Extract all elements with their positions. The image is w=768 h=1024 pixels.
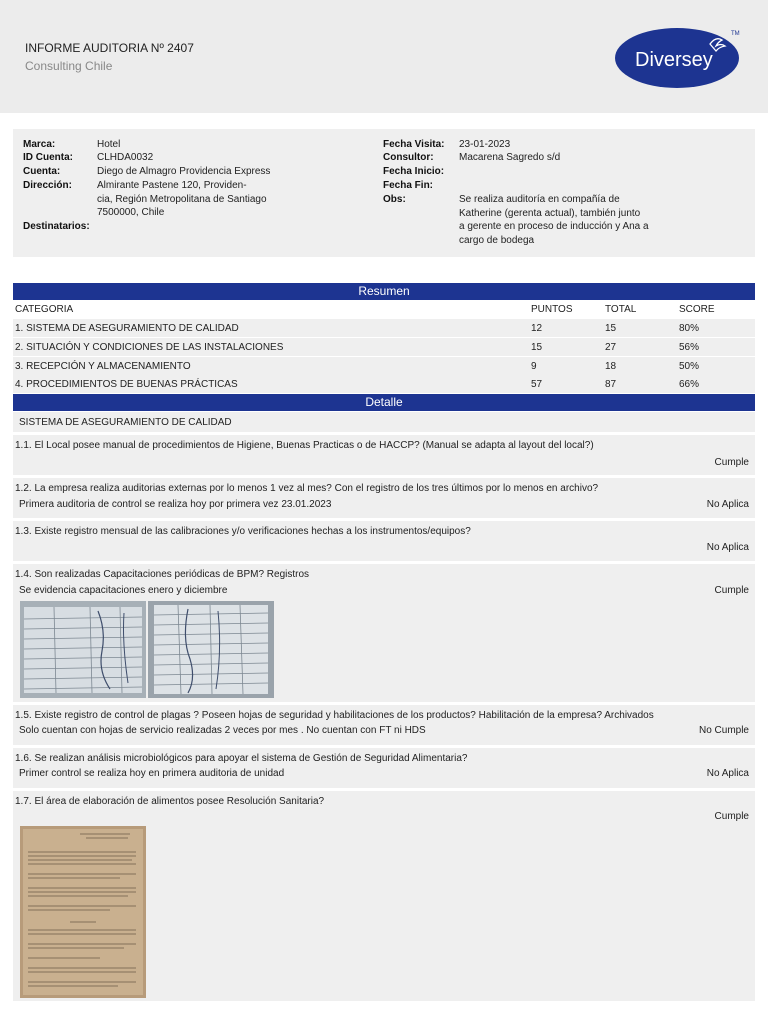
direccion-label: Dirección: (23, 180, 72, 191)
resumen-header-row (13, 300, 755, 318)
col-total: TOTAL (605, 304, 637, 315)
consultor-value: Macarena Sagredo s/d (459, 152, 561, 163)
question-result: No Aplica (706, 499, 749, 510)
resumen-row (13, 338, 755, 356)
svg-text:TM: TM (731, 31, 740, 37)
question-text: 1.3. Existe registro mensual de las calibraciones y/o verificaciones hechas a los instrumentos/equipos? (15, 526, 471, 537)
question-row (13, 478, 755, 518)
obs-label: Obs: (383, 194, 406, 205)
question-text: 1.6. Se realizan análisis microbiológicos para apoyar el sistema de Gestión de Seguridad Alimentaria? (15, 753, 468, 764)
row-categoria: 1. SISTEMA DE ASEGURAMIENTO DE CALIDAD (15, 323, 239, 334)
question-text: 1.1. El Local posee manual de procedimientos de Higiene, Buenas Practicas o de HACCP? (Manual se adapta al layout del local?) (15, 440, 594, 451)
row-score: 50% (679, 361, 700, 372)
resumen-bar: Resumen (13, 283, 755, 300)
resolution-document-photo (20, 826, 146, 998)
consultor-label: Consultor: (383, 152, 434, 163)
evidence-photo (20, 601, 146, 698)
obs-line4: cargo de bodega (459, 235, 535, 246)
question-result: Cumple (714, 457, 749, 468)
section-title: SISTEMA DE ASEGURAMIENTO DE CALIDAD (19, 417, 232, 428)
obs-line1: Se realiza auditoría en compañía de (459, 194, 620, 205)
question-row (13, 521, 755, 561)
question-text: 1.2. La empresa realiza auditorias externas por lo menos 1 vez al mes? Con el registro de los tres últimos por lo menos en archivo? (15, 483, 599, 494)
question-row (13, 564, 755, 702)
col-score: SCORE (679, 304, 715, 315)
fecha-fin-label: Fecha Fin: (383, 180, 434, 191)
account-info-panel (13, 129, 755, 257)
question-text: 1.7. El área de elaboración de alimentos posee Resolución Sanitaria? (15, 796, 325, 807)
question-observation: Solo cuentan con hojas de servicio realizadas 2 veces por mes . No cuentan con FT ni HDS (19, 725, 426, 736)
id-label: ID Cuenta: (23, 152, 73, 163)
question-result: No Aplica (706, 768, 749, 779)
report-title: INFORME AUDITORIA Nº 2407 (25, 41, 194, 55)
resumen-row (13, 375, 755, 393)
row-score: 56% (679, 342, 700, 353)
destinatarios-label: Destinatarios: (23, 221, 90, 232)
diversey-logo (614, 24, 744, 90)
report-header (0, 0, 768, 113)
row-puntos: 15 (531, 342, 543, 353)
question-result: No Cumple (698, 725, 749, 736)
svg-text:Diversey: Diversey (635, 49, 713, 71)
cuenta-value: Diego de Almagro Providencia Express (97, 166, 271, 177)
direccion-line1: Almirante Pastene 120, Providen- (97, 180, 247, 191)
question-row (13, 748, 755, 788)
row-puntos: 9 (531, 361, 537, 372)
marca-label: Marca: (23, 139, 56, 150)
obs-line3: a gerente en proceso de inducción y Ana a (459, 221, 649, 232)
resumen-row (13, 357, 755, 375)
row-puntos: 12 (531, 323, 543, 334)
report-subtitle: Consulting Chile (25, 59, 113, 73)
row-score: 80% (679, 323, 700, 334)
row-categoria: 2. SITUACIÓN Y CONDICIONES DE LAS INSTALACIONES (15, 342, 284, 353)
question-text: 1.5. Existe registro de control de plagas ? Poseen hojas de seguridad y habilitaciones de los productos? Habilitación de la empresa? Archivados (15, 710, 654, 721)
question-observation: Primer control se realiza hoy en primera auditoria de unidad (19, 768, 285, 779)
obs-line2: Katherine (gerenta actual), también junto (459, 208, 641, 219)
row-score: 66% (679, 379, 700, 390)
question-result: Cumple (714, 811, 749, 822)
question-row (13, 435, 755, 475)
question-observation: Primera auditoria de control se realiza hoy por primera vez 23.01.2023 (19, 499, 332, 510)
col-puntos: PUNTOS (531, 304, 573, 315)
marca-value: Hotel (97, 139, 121, 150)
fecha-inicio-label: Fecha Inicio: (383, 166, 445, 177)
row-total: 87 (605, 379, 617, 390)
detalle-bar: Detalle (13, 394, 755, 411)
question-observation: Se evidencia capacitaciones enero y diciembre (19, 585, 228, 596)
id-value: CLHDA0032 (97, 152, 154, 163)
direccion-line3: 7500000, Chile (97, 207, 165, 218)
row-total: 15 (605, 323, 617, 334)
cuenta-label: Cuenta: (23, 166, 61, 177)
row-total: 18 (605, 361, 617, 372)
question-text: 1.4. Son realizadas Capacitaciones periódicas de BPM? Registros (15, 569, 310, 580)
resumen-row (13, 319, 755, 337)
question-result: Cumple (714, 585, 749, 596)
direccion-line2: cia, Región Metropolitana de Santiago (97, 194, 267, 205)
question-row (13, 705, 755, 745)
row-puntos: 57 (531, 379, 543, 390)
section-title-row (13, 412, 755, 432)
fecha-visita-label: Fecha Visita: (383, 139, 445, 150)
fecha-visita-value: 23-01-2023 (459, 139, 511, 150)
row-categoria: 3. RECEPCIÓN Y ALMACENAMIENTO (15, 361, 191, 372)
row-categoria: 4. PROCEDIMIENTOS DE BUENAS PRÁCTICAS (15, 379, 238, 390)
row-total: 27 (605, 342, 617, 353)
question-row (13, 791, 755, 1001)
evidence-photo (148, 601, 274, 698)
col-categoria: CATEGORIA (15, 304, 74, 315)
question-result: No Aplica (706, 542, 749, 553)
